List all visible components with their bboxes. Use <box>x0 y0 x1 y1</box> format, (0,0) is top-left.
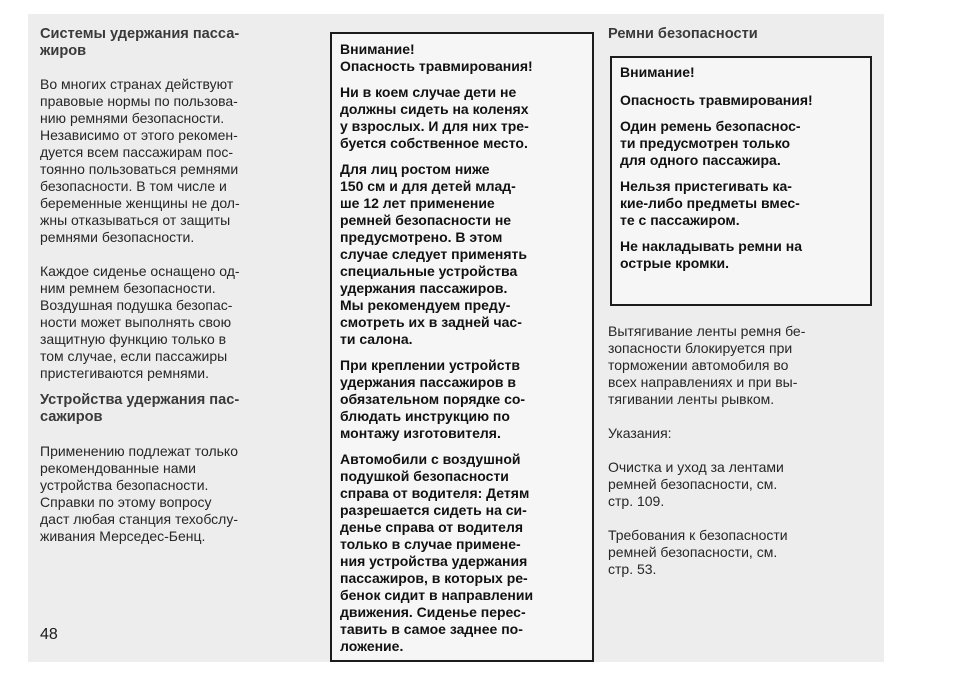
warning-box-children <box>330 32 594 662</box>
warning-box-seat-belts <box>610 56 872 306</box>
warning-no-objects: Нельзя пристегивать ка- кие-либо предметы вмес- те с пассажиром. <box>620 178 800 228</box>
paragraph-seat-belt-per-seat: Каждое сиденье оснащено од- ним ремнем безопасности. Воздушная подушка безопас- ности может выполнять свою защитную функцию только в том случае, если пассажиры пристегиваются ремнями. <box>40 263 240 381</box>
paragraph-safety-requirements-reference: Требования к безопасности ремней безопасности, см. стр. 53. <box>608 527 788 577</box>
warning-title: Внимание! Опасность травмирования! <box>340 41 533 74</box>
warning-children-laps: Ни в коем случае дети не должны сидеть на коленях у взрослых. И для них тре- буется собственное место. <box>340 84 529 151</box>
page-number: 48 <box>40 626 58 643</box>
heading-restraint-devices: Устройства удержания пас- сажиров <box>40 392 240 425</box>
heading-passenger-restraint-systems: Системы удержания пасса- жиров <box>40 26 240 59</box>
right-column <box>608 14 870 43</box>
paragraph-cleaning-reference: Очистка и уход за лентами ремней безопасности, см. стр. 109. <box>608 459 784 509</box>
paragraph-notes-label: Указания: <box>608 425 672 441</box>
left-column <box>40 14 302 545</box>
paragraph-belt-locking: Вытягивание ленты ремня бе- зопасности блокируется при торможении автомобиля во всех направлениях и при вы- тягивании ленты рывком. <box>608 323 806 407</box>
paragraph-recommended-devices: Применению подлежат только рекомендованные нами устройства безопасности. Справки по этому вопросу даст любая станция техобслу- живания Мерседес-Бенц. <box>40 443 239 544</box>
warning-sharp-edges: Не накладывать ремни на острые кромки. <box>620 238 802 271</box>
paragraph-legal-norms: Во многих странах действуют правовые нормы по пользова- нию ремнями безопасности. Независимо от этого рекомен- дуется всем пассажирам пос- тоянно пользоваться ремнями безопасности. В том числе и беременные женщины не дол- жны отказываться от защиты ремнями безопасности. <box>40 76 240 245</box>
heading-seat-belts: Ремни безопасности <box>608 26 758 42</box>
warning-height-limit: Для лиц ростом ниже 150 см и для детей млад- ше 12 лет применение ремней безопасности не предусмотрено. В этом случае следует применять специальные устройства удержания пассажиров. Мы рекомендуем преду- смотреть их в задней час- ти салона. <box>340 161 528 347</box>
warning-airbag-passenger: Автомобили с воздушной подушкой безопасности справа от водителя: Детям разрешается сидеть на си- денье справа от водителя только в случае примене- ния устройства удержания пассажиров, в которых ре- бенок сидит в направлении движения. Сиденье перес- тавить в самое заднее по- ложение. <box>340 451 534 654</box>
right-column-lower <box>608 306 870 578</box>
manual-page <box>28 14 884 662</box>
warning-one-passenger: Один ремень безопаснос- ти предусмотрен только для одного пассажира. <box>620 118 801 168</box>
warning-injury-risk: Опасность травмирования! <box>620 92 813 108</box>
warning-title: Внимание! <box>620 64 695 80</box>
warning-installation: При креплении устройств удержания пассажиров в обязательном порядке со- блюдать инструкцию по монтажу изготовителя. <box>340 357 526 441</box>
